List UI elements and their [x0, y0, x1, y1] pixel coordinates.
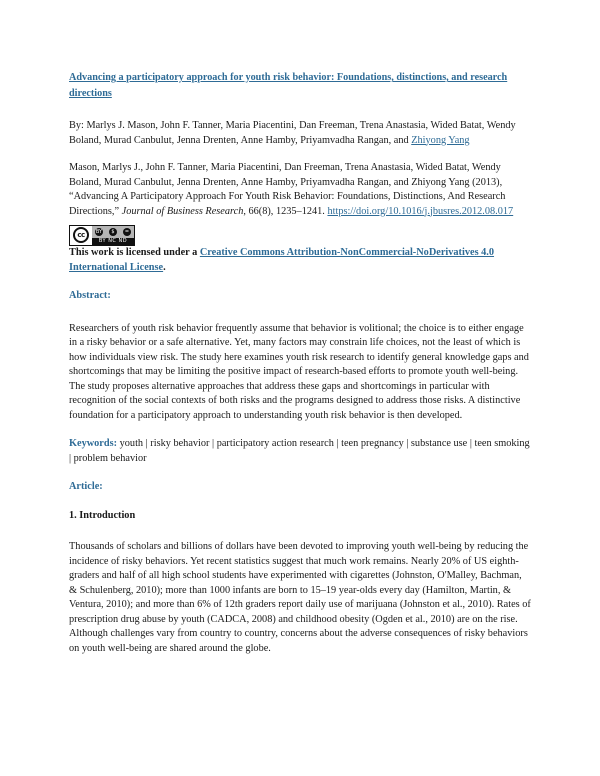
byline-authors: By: Marlys J. Mason, John F. Tanner, Maria Piacentini, Dan Freeman, Trena Anastasia, Wided Batat, Wendy Boland, Murad Canbulut, Jenna Drenten, Anne Hamby, Priyamvadha Rangan, and: [69, 120, 516, 146]
cc-icons-row: [92, 226, 134, 238]
license-link[interactable]: Creative Commons Attribution-NonCommercial-NoDerivatives 4.0 International License: [69, 247, 495, 273]
section-title: 1. Introduction: [69, 509, 136, 521]
abstract-heading: Abstract:: [69, 290, 111, 301]
cc-circle-icon: cc: [73, 227, 89, 243]
byline: [69, 119, 531, 148]
author-link-zhiyong-yang[interactable]: Zhiyong Yang: [411, 134, 470, 146]
citation-journal: Journal of Business Research: [121, 205, 244, 217]
article-title-link[interactable]: Advancing a participatory approach for youth risk behavior: Foundations, distinctions, and research directions: [69, 72, 508, 99]
license-suffix: .: [163, 261, 166, 273]
cc-logo: [70, 226, 92, 245]
article-heading: Article:: [69, 481, 103, 492]
doi-link[interactable]: https://doi.org/10.1016/j.jbusres.2012.08.017: [327, 205, 514, 217]
attribution-icon: BY: [95, 228, 103, 235]
introduction-body: Thousands of scholars and billions of dollars have been devoted to improving youth well-being by reducing the incidence of risky behaviors. Yet recent statistics suggest that much work remains. Nearly 20% of US eighth-graders and half of all high school students have experimented with cigarettes (Johnston, O'Malley, Bachman, & Schulenberg, 2010); more than 1000 infants are born to 15–19 year-olds every day (Hamilton, Martin, & Ventura, 2010); and more than 6% of 12th graders report daily use of marijuana (Johnston et al., 2010). Rates of prescription drug abuse by youth (CADCA, 2008) and childhood obesity (Ogden et al., 2010) are on the rise. Although challenges vary from country to country, concerns about the adverse consequences of risky behaviors on youth well-being are shared around the globe.: [69, 541, 531, 654]
citation: [69, 161, 531, 219]
license-statement: [69, 246, 531, 275]
cc-license-badge-wrap: [69, 224, 531, 246]
citation-authors-title: Mason, Marlys J., John F. Tanner, Maria Piacentini, Dan Freeman, Trena Anastasia, Wided Batat, Wendy Boland, Murad Canbulut, Jenna Drenten, Anne Hamby, Priyamvadha Rangan, and Zhiyong Yang (2013), “Advancing A Participatory Approach For Youth Risk Behavior: Foundations, Distinctions, And Research Directions,”: [69, 162, 506, 217]
keywords: [69, 437, 531, 466]
license-prefix: This work is licensed under a: [69, 247, 198, 258]
cc-badge-text: BY NC ND: [98, 237, 128, 244]
keywords-text: youth | risky behavior | participatory action research | teen pregnancy | substance use | teen smoking | problem behavior: [69, 438, 530, 464]
keywords-label: Keywords:: [69, 438, 118, 449]
noncommercial-icon: $: [109, 228, 117, 236]
cc-badge-right: [92, 226, 134, 245]
citation-volume-pages: , 66(8), 1235–1241.: [243, 205, 325, 217]
abstract-body: Researchers of youth risk behavior frequently assume that behavior is volitional; the choice is to either engage in a risky behavior or a safe alternative. Yet, many factors may constrain life choices, not the least of which is how individuals view risk. The study here examines youth risk research to identify general knowledge gaps and shortcomings that may be limiting the positive impact of research-based efforts to promote youth well-being. The study proposes alternative approaches that address these gaps and shortcomings in particular with recognition of the social contexts of both risks and the programs designed to address those risks. A distinctive foundation for a participatory approach to understanding youth risk behavior is then developed.: [69, 322, 529, 421]
noderivatives-icon: =: [124, 228, 130, 235]
cc-license-badge[interactable]: [69, 225, 135, 246]
document-page: [69, 70, 531, 656]
